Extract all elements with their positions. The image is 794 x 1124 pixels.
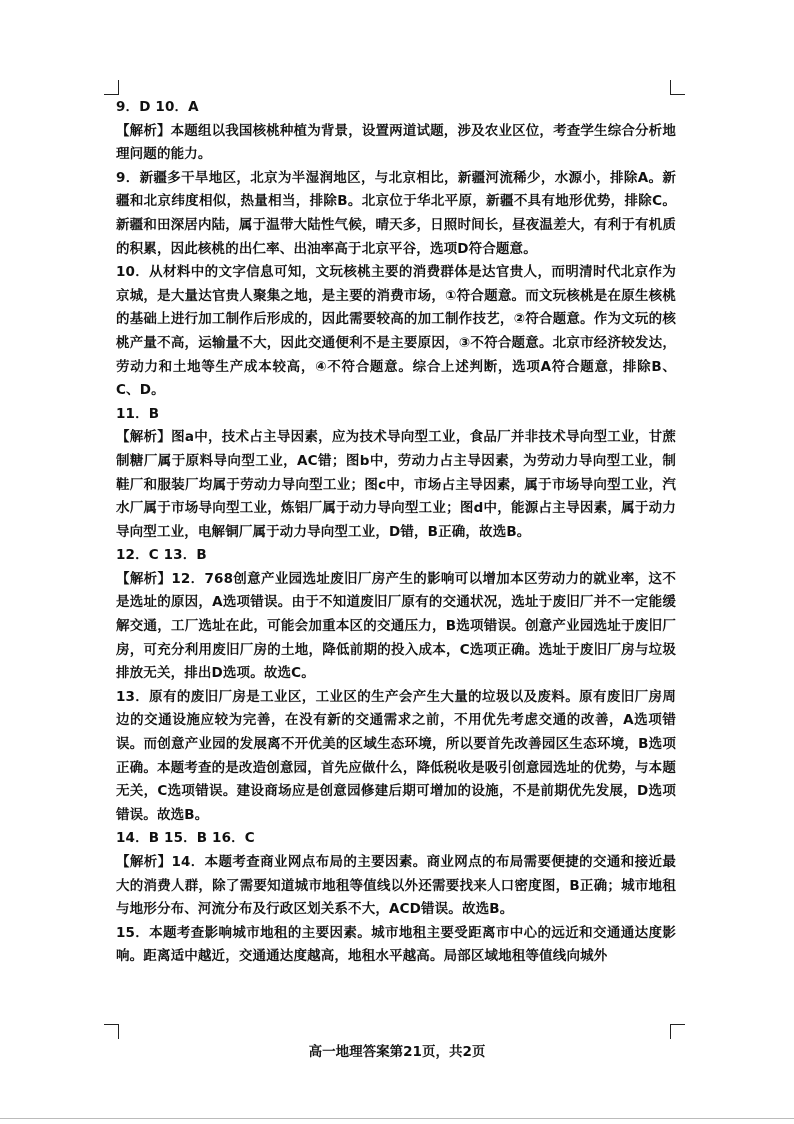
- analysis-q13: 13．原有的废旧厂房是工业区，工业区的生产会产生大量的垃圾以及废料。原有废旧厂房周边的交通设施应较为完善，在没有新的交通需求之前，不用优先考虑交通的改善，A选项错误。而创意产业园的发展离不开优美的区域生态环境，所以要首先改善园区生态环境，B选项正确。本题考查的是改造创意园，首先应做什么，降低税收是吸引创意园选址的优势，与本题无关，C选项错误。建设商场应是创意园修建后期可增加的设施，不是前期优先发展，D选项错误。故选B。: [116, 688, 676, 823]
- crop-mark-top-right: [670, 80, 685, 95]
- analysis-q9: 9．新疆多干旱地区，北京为半湿润地区，与北京相比，新疆河流稀少，水源小，排除A。新疆和北京纬度相似，热量相当，排除B。北京位于华北平原，新疆不具有地形优势，排除C。新疆和田深居内陆，属于温带大陆性气候，晴天多，日照时间长，昼夜温差大，有利于有机质的积累，因此核桃的出仁率、出油率高于北京平谷，选项D符合题意。: [116, 169, 676, 257]
- crop-mark-bottom-left: [104, 1024, 119, 1039]
- page-footer: 高一地理答案第21页，共2页: [308, 1044, 486, 1060]
- crop-mark-top-left: [104, 80, 119, 95]
- analysis-q11: 【解析】图a中，技术占主导因素，应为技术导向型工业，食品厂并非技术导向型工业，甘蔗制糖厂属于原料导向型工业，AC错；图b中，劳动力占主导因素，为劳动力导向型工业，制鞋厂和服装厂均属于劳动力导向型工业；图c中，市场占主导因素，属于市场导向型工业，汽水厂属于市场导向型工业，炼铝厂属于动力导向型工业；图d中，能源占主导因素，属于动力导向型工业，电解铜厂属于动力导向型工业，D错，B正确，故选B。: [116, 429, 676, 540]
- analysis-intro-9-10: 【解析】本题组以我国核桃种植为背景，设置两道试题，涉及农业区位，考查学生综合分析地理问题的能力。: [116, 122, 676, 163]
- analysis-q12: 【解析】12．768创意产业园选址废旧厂房产生的影响可以增加本区劳动力的就业率，这不是选址的原因，A选项错误。由于不知道废旧厂原有的交通状况，选址于废旧厂并不一定能缓解交通，工厂选址在此，可能会加重本区的交通压力，B选项错误。创意产业园选址于废旧厂房，可充分利用废旧厂房的土地，降低前期的投入成本，C选项正确。选址于废旧厂房与垃圾排放无关，排出D选项。故选C。: [116, 570, 676, 682]
- answer-content: [116, 96, 676, 969]
- answer-line-11: 11．B: [116, 405, 160, 422]
- analysis-q14: 【解析】14．本题考查商业网点布局的主要因素。商业网点的布局需要便捷的交通和接近最大的消费人群，除了需要知道城市地租等值线以外还需要找来人口密度图，B正确；城市地租与地形分布、河流分布及行政区划关系不大，ACD错误。故选B。: [116, 854, 676, 918]
- answer-line-14-16: 14．B 15．B 16．C: [116, 830, 255, 847]
- answer-line-12-13: 12．C 13．B: [116, 547, 207, 564]
- analysis-q10: 10．从材料中的文字信息可知，文玩核桃主要的消费群体是达官贵人，而明清时代北京作为京城，是大量达官贵人聚集之地，是主要的消费市场，①符合题意。而文玩核桃是在原生核桃的基础上进行加工制作后形成的，因此需要较高的加工制作技艺，②符合题意。作为文玩的核桃产量不高，运输量不大，因此交通便利不是主要原因，③不符合题意。北京市经济较发达，劳动力和土地等生产成本较高，④不符合题意。综合上述判断，选项A符合题意，排除B、C、D。: [116, 264, 676, 399]
- answer-line-9-10: 9．D 10．A: [116, 99, 199, 115]
- analysis-q15: 15．本题考查影响城市地租的主要因素。城市地租主要受距离市中心的远近和交通通达度影响。距离适中越近，交通通达度越高，地租水平越高。局部区域地租等值线向城外: [116, 924, 676, 965]
- crop-mark-bottom-right: [670, 1024, 685, 1039]
- page-bottom-edge: [0, 1118, 794, 1119]
